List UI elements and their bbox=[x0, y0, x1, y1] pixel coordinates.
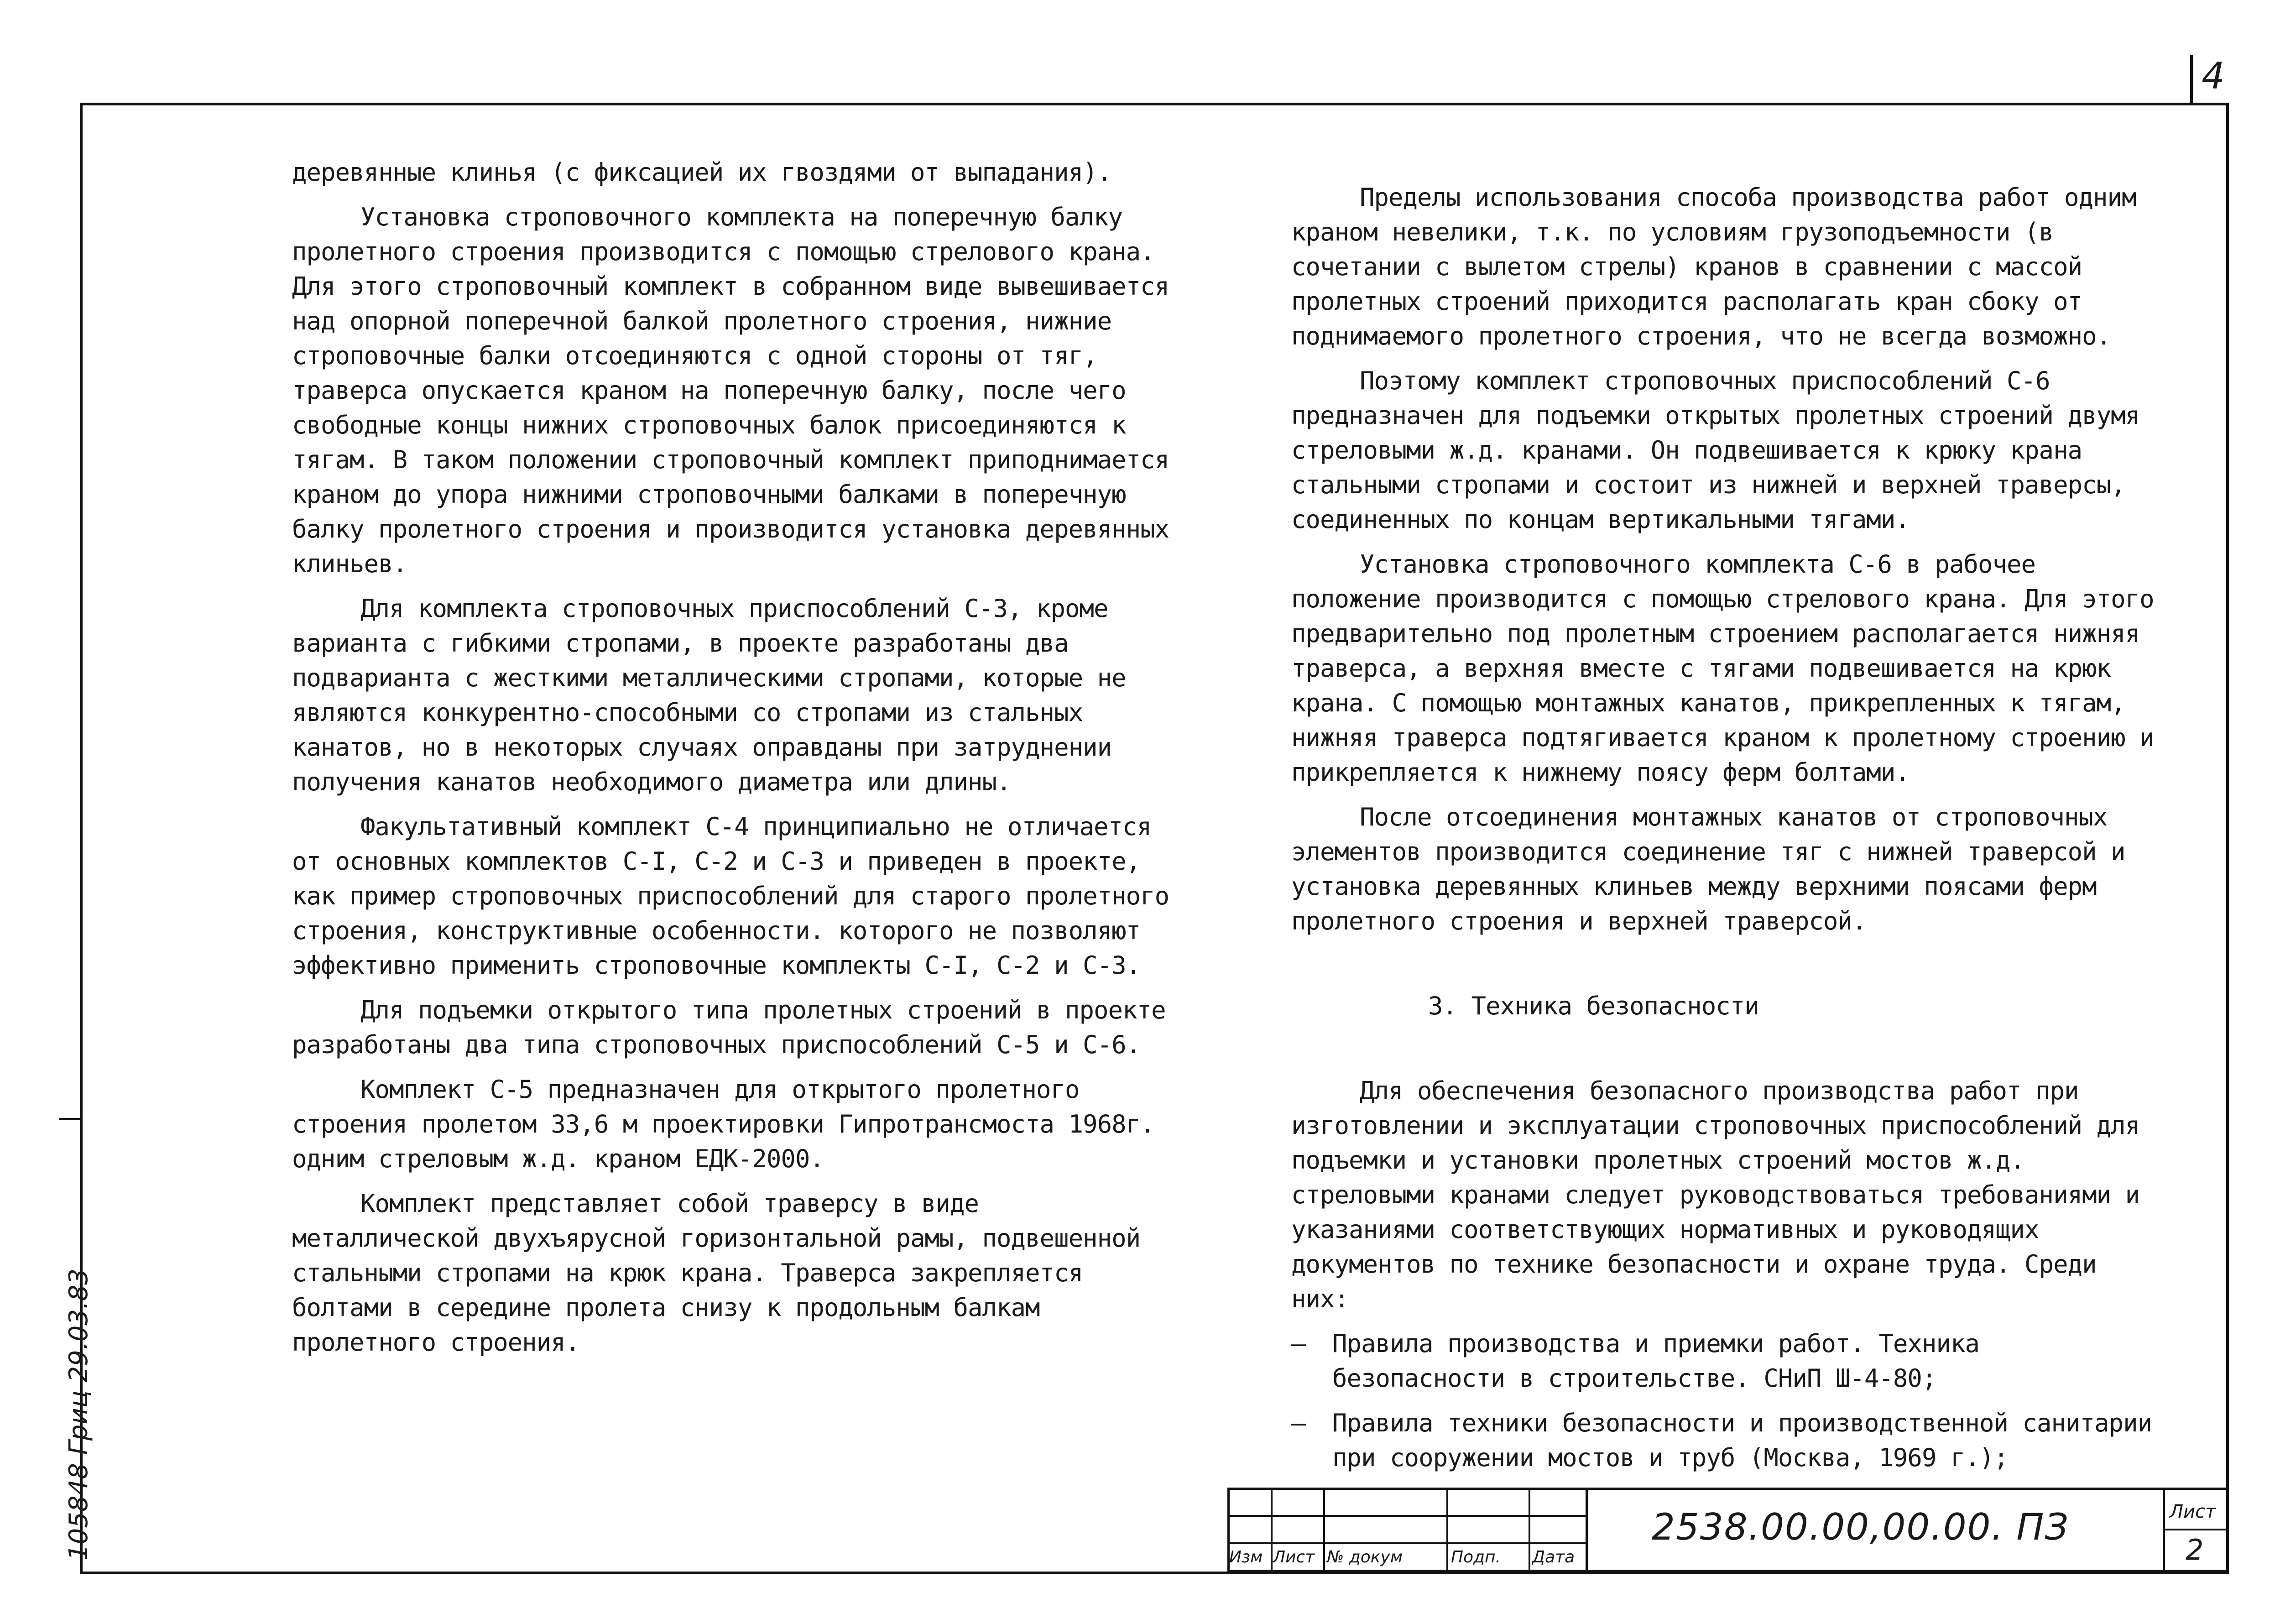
paragraph: Поэтому комплект строповочных приспособлений С-6 предназначен для подъемки открытых пролетных строений двумя стреловыми ж.д. кранами. Он подвешивается к крюку крана стальными стропами и состоит из нижней и верхней траверсы, соединенных по концам вертикальными тягами. bbox=[1291, 366, 2140, 534]
paragraph: Комплект представляет собой траверсу в виде металлической двухъярусной горизонтальной рамы, подвешенной стальными стропами на крюк крана. Траверса закрепляется болтами в середине пролета снизу к продольным балкам пролетного строения. bbox=[292, 1189, 1141, 1357]
section-heading: 3. Техника безопасности bbox=[1428, 992, 1759, 1020]
paragraph: После отсоединения монтажных канатов от строповочных элементов производится соединение тяг с нижней траверсой и установка деревянных клиньев между верхними поясами ферм пролетного строения и верхней траверсой. bbox=[1291, 803, 2125, 935]
paragraph: Для обеспечения безопасного производства работ при изготовлении и эксплуатации строповочных приспособлений для подъемки и установки пролетных строений мостов ж.д. стреловыми кранами следует руководствоваться требованиями и указаниями соответствующих нормативных и руководящих документов по технике безопасности и охране труда. Среди них: bbox=[1291, 1076, 2140, 1313]
bullet-dash: – bbox=[1291, 1409, 1306, 1437]
right-column bbox=[1291, 180, 2158, 1485]
tb-label-list: Лист bbox=[1273, 1548, 1315, 1567]
list-item bbox=[1291, 1326, 2158, 1396]
paragraph: деревянные клинья (с фиксацией их гвоздями от выпадания). bbox=[292, 158, 1112, 187]
paragraph: Для комплекта строповочных приспособлений С-3, кроме варианта с гибкими стропами, в проекте разработаны два подварианта с жесткими металлическими стропами, которые не являются конкурентно-способными со стропами из стальных канатов, но в некоторых случаях оправданы при затруднении получения канатов необходимого диаметра или длины. bbox=[292, 594, 1126, 796]
tb-col-line bbox=[1271, 1488, 1273, 1574]
tb-row-line bbox=[1227, 1542, 1586, 1544]
sheet-number: 2 bbox=[2186, 1533, 2204, 1567]
list-item-text: Правила производства и приемки работ. Техника безопасности в строительстве. СНиП Ш-4-80; bbox=[1332, 1329, 1979, 1393]
paragraph: Для подъемки открытого типа пролетных строений в проекте разработаны два типа строповочных приспособлений С-5 и С-6. bbox=[292, 996, 1166, 1059]
document-number: 2538.00.00,00.00. ПЗ bbox=[1652, 1506, 2069, 1548]
tb-col-line bbox=[1446, 1488, 1448, 1574]
tb-label-doc: № докум bbox=[1327, 1548, 1403, 1567]
list-item bbox=[1291, 1406, 2158, 1475]
tb-sheet-divider bbox=[2163, 1529, 2229, 1530]
bullet-dash: – bbox=[1291, 1329, 1306, 1358]
tb-top-line bbox=[1227, 1488, 2229, 1490]
tb-label-izm: Изм bbox=[1229, 1548, 1263, 1567]
tb-row-line bbox=[1227, 1570, 2229, 1572]
tb-col-line bbox=[1529, 1488, 1530, 1574]
left-column bbox=[292, 155, 1173, 1370]
tb-col-line bbox=[1586, 1488, 1588, 1574]
tb-label-date: Дата bbox=[1532, 1548, 1575, 1567]
inventory-stamp: 105848 Гриц 29.03.83 bbox=[64, 1268, 94, 1561]
page-marker: 4 bbox=[2202, 55, 2225, 97]
paragraph: Комплект С-5 предназначен для открытого пролетного строения пролетом 33,6 м проектировки Гипротрансмоста 1968г. одним стреловым ж.д. краном ЕДК-2000. bbox=[292, 1075, 1155, 1173]
paragraph: Установка строповочного комплекта С-6 в рабочее положение производится с помощью стрелового крана. Для этого предварительно под пролетным строением располагается нижняя траверса, а верхняя вместе с тягами подвешивается на крюк крана. С помощью монтажных канатов, прикрепленных к тягам, нижняя траверса подтягивается краном к пролетному строению и прикрепляется к нижнему поясу ферм болтами. bbox=[1291, 550, 2154, 787]
top-marker-line bbox=[2190, 55, 2193, 105]
tb-row-line bbox=[1227, 1515, 1586, 1517]
list-item-text: Правила техники безопасности и производственной санитарии при сооружении мостов и труб (Москва, 1969 г.); bbox=[1332, 1409, 2152, 1472]
paragraph: Установка строповочного комплекта на поперечную балку пролетного строения производится с помощью стрелового крана. Для этого строповочный комплект в собранном виде вывешивается над опорной поперечной балкой пролетного строения, нижние строповочные балки отсоединяются с одной стороны от тяг, траверса опускается краном на поперечную балку, после чего свободные концы нижних строповочных балок присоединяются к тягам. В таком положении строповочный комплект приподнимается краном до упора нижними строповочными балками в поперечную балку пролетного строения и производится установка деревянных клиньев. bbox=[292, 203, 1169, 578]
tb-col-line bbox=[2163, 1488, 2165, 1574]
sheet-label: Лист bbox=[2170, 1501, 2216, 1522]
paragraph: Факультативный комплект С-4 принципиально не отличается от основных комплектов С-I, С-2 и С-3 и приведен в проекте, как пример строповочных приспособлений для старого пролетного строения, конструктивные особенности. которого не позволяют эффективно применить строповочные комплекты С-I, С-2 и С-3. bbox=[292, 812, 1169, 980]
tb-label-sign: Подп. bbox=[1451, 1548, 1501, 1567]
paragraph: Пределы использования способа производства работ одним краном невелики, т.к. по условиям грузоподъемности (в сочетании с вылетом стрелы) кранов в сравнении с массой пролетных строений приходится располагать кран сбоку от поднимаемого пролетного строения, что не всегда возможно. bbox=[1291, 183, 2136, 350]
tb-col-line bbox=[1323, 1488, 1325, 1574]
margin-tick bbox=[59, 1118, 82, 1120]
